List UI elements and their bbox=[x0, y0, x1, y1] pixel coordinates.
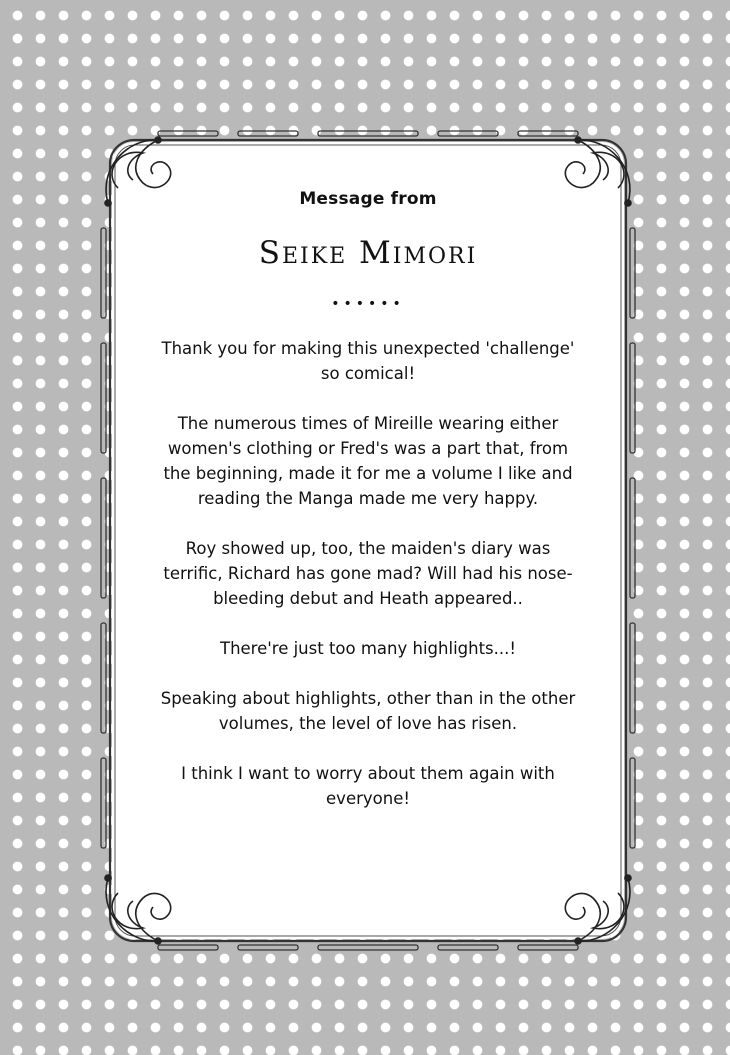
message-from-label: Message from bbox=[299, 189, 437, 209]
bottom-rail bbox=[158, 945, 578, 950]
right-rail bbox=[630, 228, 635, 848]
dot-divider: •••••• bbox=[331, 296, 405, 312]
message-card bbox=[98, 128, 638, 953]
message-paragraph: I think I want to worry about them again with everyone! bbox=[181, 764, 555, 808]
message-paragraph: Speaking about highlights, other than in the other volumes, the level of love has risen. bbox=[160, 689, 576, 733]
message-paragraph: Thank you for making this unexpected 'challenge' so comical! bbox=[161, 339, 575, 383]
left-rail bbox=[101, 228, 106, 848]
message-paragraph: There're just too many highlights...! bbox=[219, 639, 516, 658]
message-paragraph: Roy showed up, too, the maiden's diary was terrific, Richard has gone mad? Will had his nose-bleeding debut and Heath appeared.. bbox=[163, 539, 573, 608]
message-paragraph: The numerous times of Mireille wearing either women's clothing or Fred's was a part that, from the beginning, made it for me a volume I like and reading the Manga made me very happy. bbox=[163, 414, 573, 508]
top-rail bbox=[158, 131, 578, 136]
message-body bbox=[158, 336, 578, 836]
author-name: Seike Mimori bbox=[258, 235, 478, 271]
